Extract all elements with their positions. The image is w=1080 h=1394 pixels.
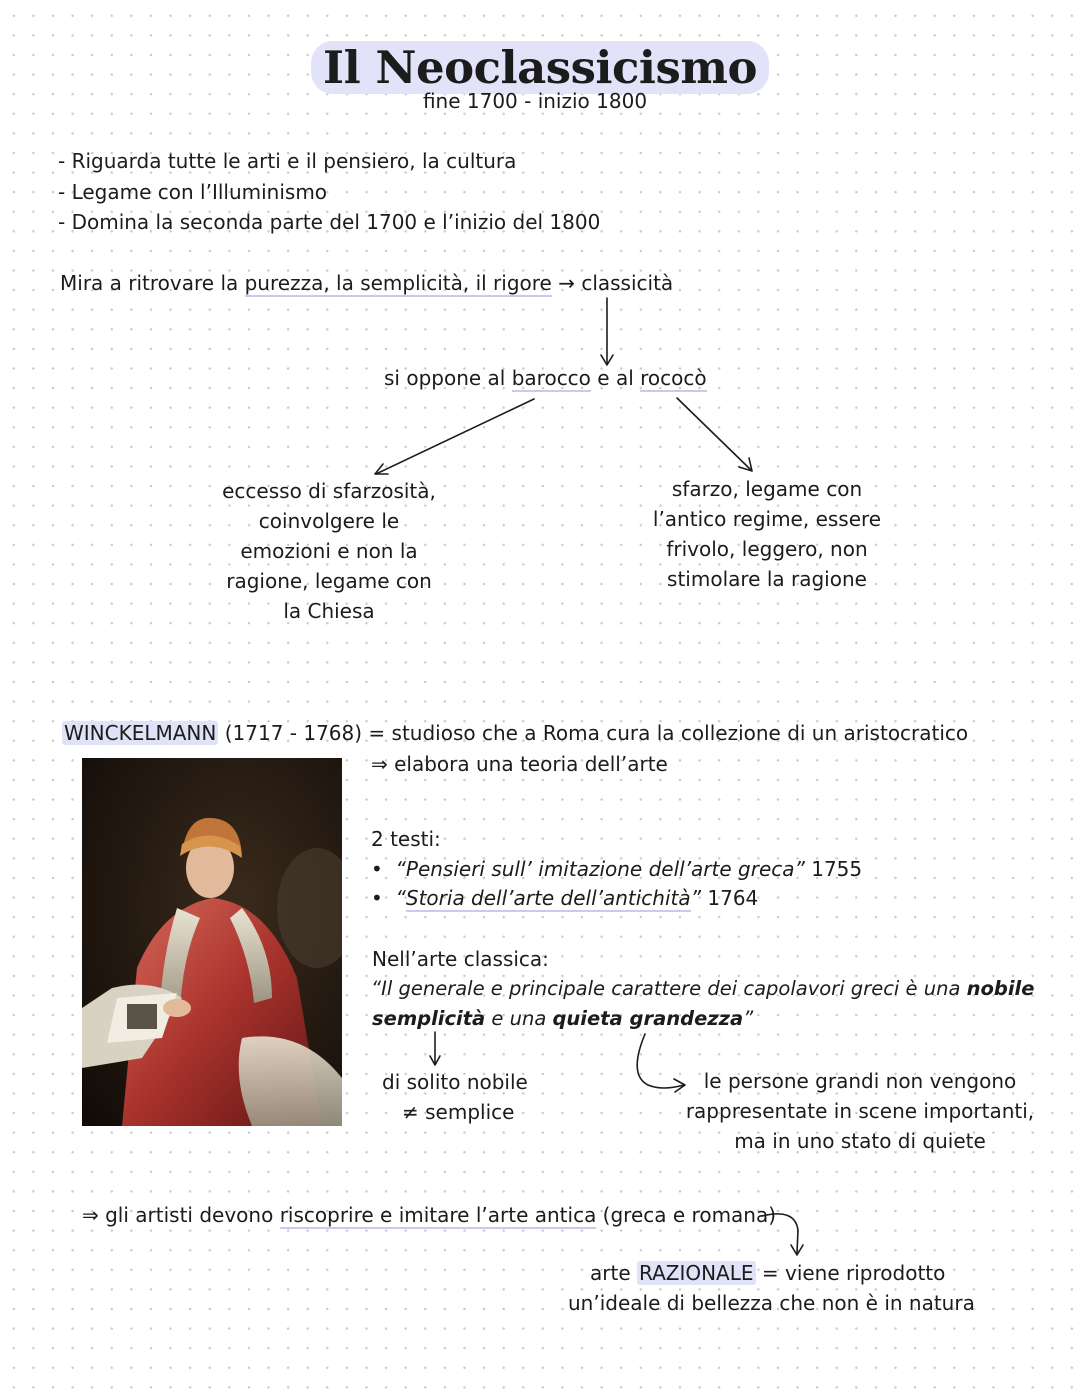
quote-part1: “Il generale e principale carattere dei capolavori greci è una [371,977,967,1000]
page-subtitle: fine 1700 - inizio 1800 [422,89,648,113]
baroque-label: barocco [511,366,591,390]
title-text: Il Neoclassicismo [311,41,769,94]
arrow-conclusion-icon [762,1214,803,1255]
conclusion-underlined: riscoprire e imitare l’arte antica [279,1203,597,1227]
arrow-right-icon [677,398,752,471]
winckelmann-dates: (1717 - 1768) = studioso che a Roma cura la collezione di un aristocratico [218,721,969,745]
art-suffix: = viene riprodotto [755,1261,946,1285]
arrow-nobile-icon [430,1032,440,1065]
quote-end: ” [743,1007,754,1030]
conclusion-suffix: (greca e romana) [596,1203,777,1227]
winckelmann-name: WINCKELMANN [64,721,217,745]
text2-title: Storia dell’arte dell’antichità [405,886,691,910]
aim-suffix: → classicità [551,271,674,295]
aim-prefix: Mira a ritrovare la [60,271,245,295]
rococo-label: rococò [640,366,707,390]
text2-close-quote: ” [690,886,702,910]
quote-bold-semplicita: semplicità [372,1007,486,1030]
note-semplice: ≠ semplice [402,1100,515,1124]
aim-underlined: purezza, la semplicità, il rigore [244,271,552,295]
texts-label: 2 testi: [371,827,441,851]
intro-bullet: - Riguarda tutte le arti e il pensiero, la cultura [58,149,517,173]
intro-bullet: - Legame con l’Illuminismo [58,180,328,204]
note-nobile: di solito nobile [382,1070,528,1094]
note-grandezza: le persone grandi non vengono rappresentate in scene importanti, ma in uno stato di quiete [685,1069,1035,1153]
intro-bullet: - Domina la seconda parte del 1700 e l’inizio del 1800 [58,210,601,234]
opposition-prefix: si oppone al [384,366,512,390]
bullet-dot: • [371,857,396,881]
classic-art-label: Nell’arte classica: [372,947,549,971]
quote-bold-grandezza: quieta grandezza [552,1007,744,1030]
text2-year: 1764 [701,886,759,910]
quote-part2: e una [485,1007,553,1030]
winckelmann-theory: ⇒ elabora una teoria dell’arte [371,752,668,776]
opposition-middle: e al [590,366,641,390]
rococo-traits: sfarzo, legame con l’antico regime, essere frivolo, leggero, non stimolare la ragione [652,477,882,591]
arrow-down-icon [601,298,613,365]
bullet-dot: • [371,886,396,910]
baroque-traits: eccesso di sfarzosità, coinvolgere le emozioni e non la ragione, legame con la Chiesa [222,479,436,623]
arrow-grandezza-icon [637,1034,685,1092]
art-prefix: arte [590,1261,637,1285]
text1-title: “Pensieri sull’ imitazione dell’arte greca” [395,857,805,881]
art-highlight: RAZIONALE [638,1261,754,1285]
text2-open-quote: “ [395,886,406,910]
conclusion-prefix: ⇒ gli artisti devono [82,1203,280,1227]
quote-bold-nobile: nobile [966,977,1035,1000]
rational-art-line-2: un’ideale di bellezza che non è in natura [568,1291,975,1315]
arrow-left-icon [375,399,534,474]
text1-year: 1755 [804,857,863,881]
